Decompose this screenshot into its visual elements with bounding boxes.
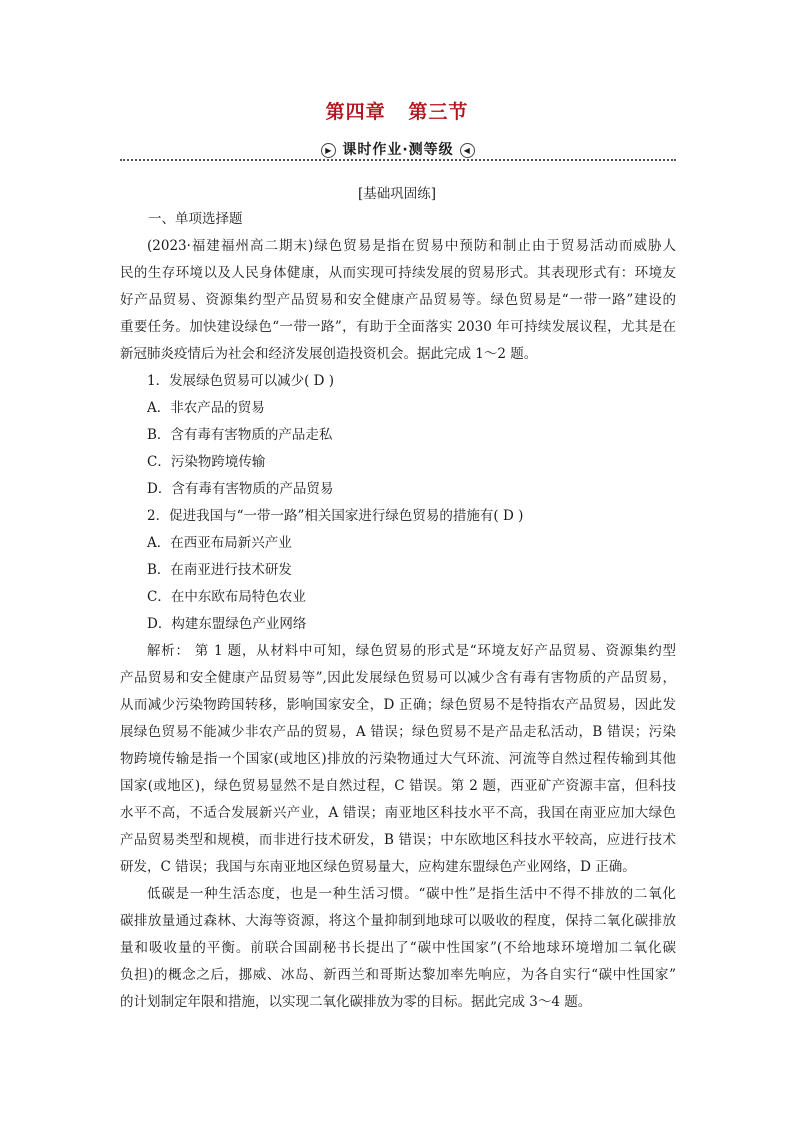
left-arrow-icon: ◀ [460,143,475,158]
passage-line: 量和吸收量的平衡。前联合国副秘书长提出了“碳中性国家”(不给地球环境增加二氧化碳 [120,940,676,956]
option-c: C．在中东欧布局特色农业 [147,589,306,605]
section-label: [基础巩固练] [357,186,437,202]
passage-line: 民的生存环境以及人民身体健康，从而实现可持续发展的贸易形式。其表现形式有：环境友 [120,265,676,281]
analysis-line: 解析： 第 1 题，从材料中可知，绿色贸易的形式是“环境友好产品贸易、资源集约型 [147,643,676,659]
passage-line: 新冠肺炎疫情后为社会和经济发展创造投资机会。据此完成 1～2 题。 [120,346,538,362]
analysis-line: 产品贸易类型和规模，而非进行技术研发，B 错误；中东欧地区科技水平较高，应进行技术 [120,832,676,848]
option-b: B．含有毒有害物质的产品走私 [147,427,333,443]
question-stem: 2．促进我国与“一带一路”相关国家进行绿色贸易的措施有( D ) [147,508,524,524]
option-a: A．非农产品的贸易 [147,400,265,416]
question-1 [120,368,676,503]
analysis-line: 产品贸易和安全健康产品贸易等”,因此发展绿色贸易可以减少含有毒有害物质的产品贸易， [120,670,676,686]
analysis-line: 物跨境传输是指一个国家(或地区)排放的污染物通过大气环流、河流等自然过程传输到其他 [120,751,676,767]
analysis-line: 水平不高，不适合发展新兴产业，A 错误；南亚地区科技水平不高，我国在南亚应加大绿色 [120,805,676,821]
passage-line: 重要任务。加快建设绿色“一带一路”，有助于全面落实 2030 年可持续发展议程，尤其是在 [120,319,676,335]
passage-line: 碳排放量通过森林、大海等资源，将这个量抑制到地球可以吸收的程度，保持二氧化碳排放 [120,913,676,929]
option-b: B．在南亚进行技术研发 [147,562,292,578]
option-d: D．构建东盟绿色产业网络 [147,616,307,632]
analysis [120,638,676,881]
option-d: D．含有毒有害物质的产品贸易 [147,481,334,497]
passage-line: 负担)的概念之后，挪威、冰岛、新西兰和哥斯达黎加率先响应，为各自实行“碳中性国家” [120,967,676,983]
analysis-line: 研发，C 错误；我国与东南亚地区绿色贸易量大，应构建东盟绿色产业网络，D 正确。 [120,859,636,875]
subtitle-text: 课时作业·测等级 [342,142,454,158]
passage-2 [120,881,676,1016]
content-body [120,206,676,1016]
right-arrow-icon: ▶ [321,143,336,158]
chapter-title: 第四章 第三节 [325,101,469,123]
part-heading: 一、单项选择题 [148,211,243,227]
passage-line: 的计划制定年限和措施，以实现二氧化碳排放为零的目标。据此完成 3～4 题。 [120,994,592,1010]
passage-line: 低碳是一种生活态度，也是一种生活习惯。“碳中性”是指生活中不得不排放的二氧化 [147,886,676,902]
passage-line: (2023·福建福州高二期末)绿色贸易是指在贸易中预防和制止由于贸易活动而威胁人 [147,238,676,254]
question-stem: 1．发展绿色贸易可以减少( D ) [147,373,335,389]
dotted-divider [120,159,676,161]
question-2 [120,503,676,638]
subtitle [120,139,676,159]
analysis-line: 展绿色贸易不能减少非农产品的贸易，A 错误；绿色贸易不是产品走私活动，B 错误；污染 [120,724,676,740]
analysis-line: 国家(或地区)，绿色贸易显然不是自然过程，C 错误。第 2 题，西亚矿产资源丰富，但科技 [120,778,676,794]
option-a: A．在西亚布局新兴产业 [147,535,292,551]
passage-line: 好产品贸易、资源集约型产品贸易和安全健康产品贸易等。绿色贸易是“一带一路”建设的 [120,292,676,308]
subtitle-bar [120,139,676,161]
analysis-line: 从而减少污染物跨国转移，影响国家安全，D 正确；绿色贸易不是特指农产品贸易，因此发 [120,697,676,713]
passage-1 [120,233,676,368]
option-c: C．污染物跨境传输 [147,454,266,470]
